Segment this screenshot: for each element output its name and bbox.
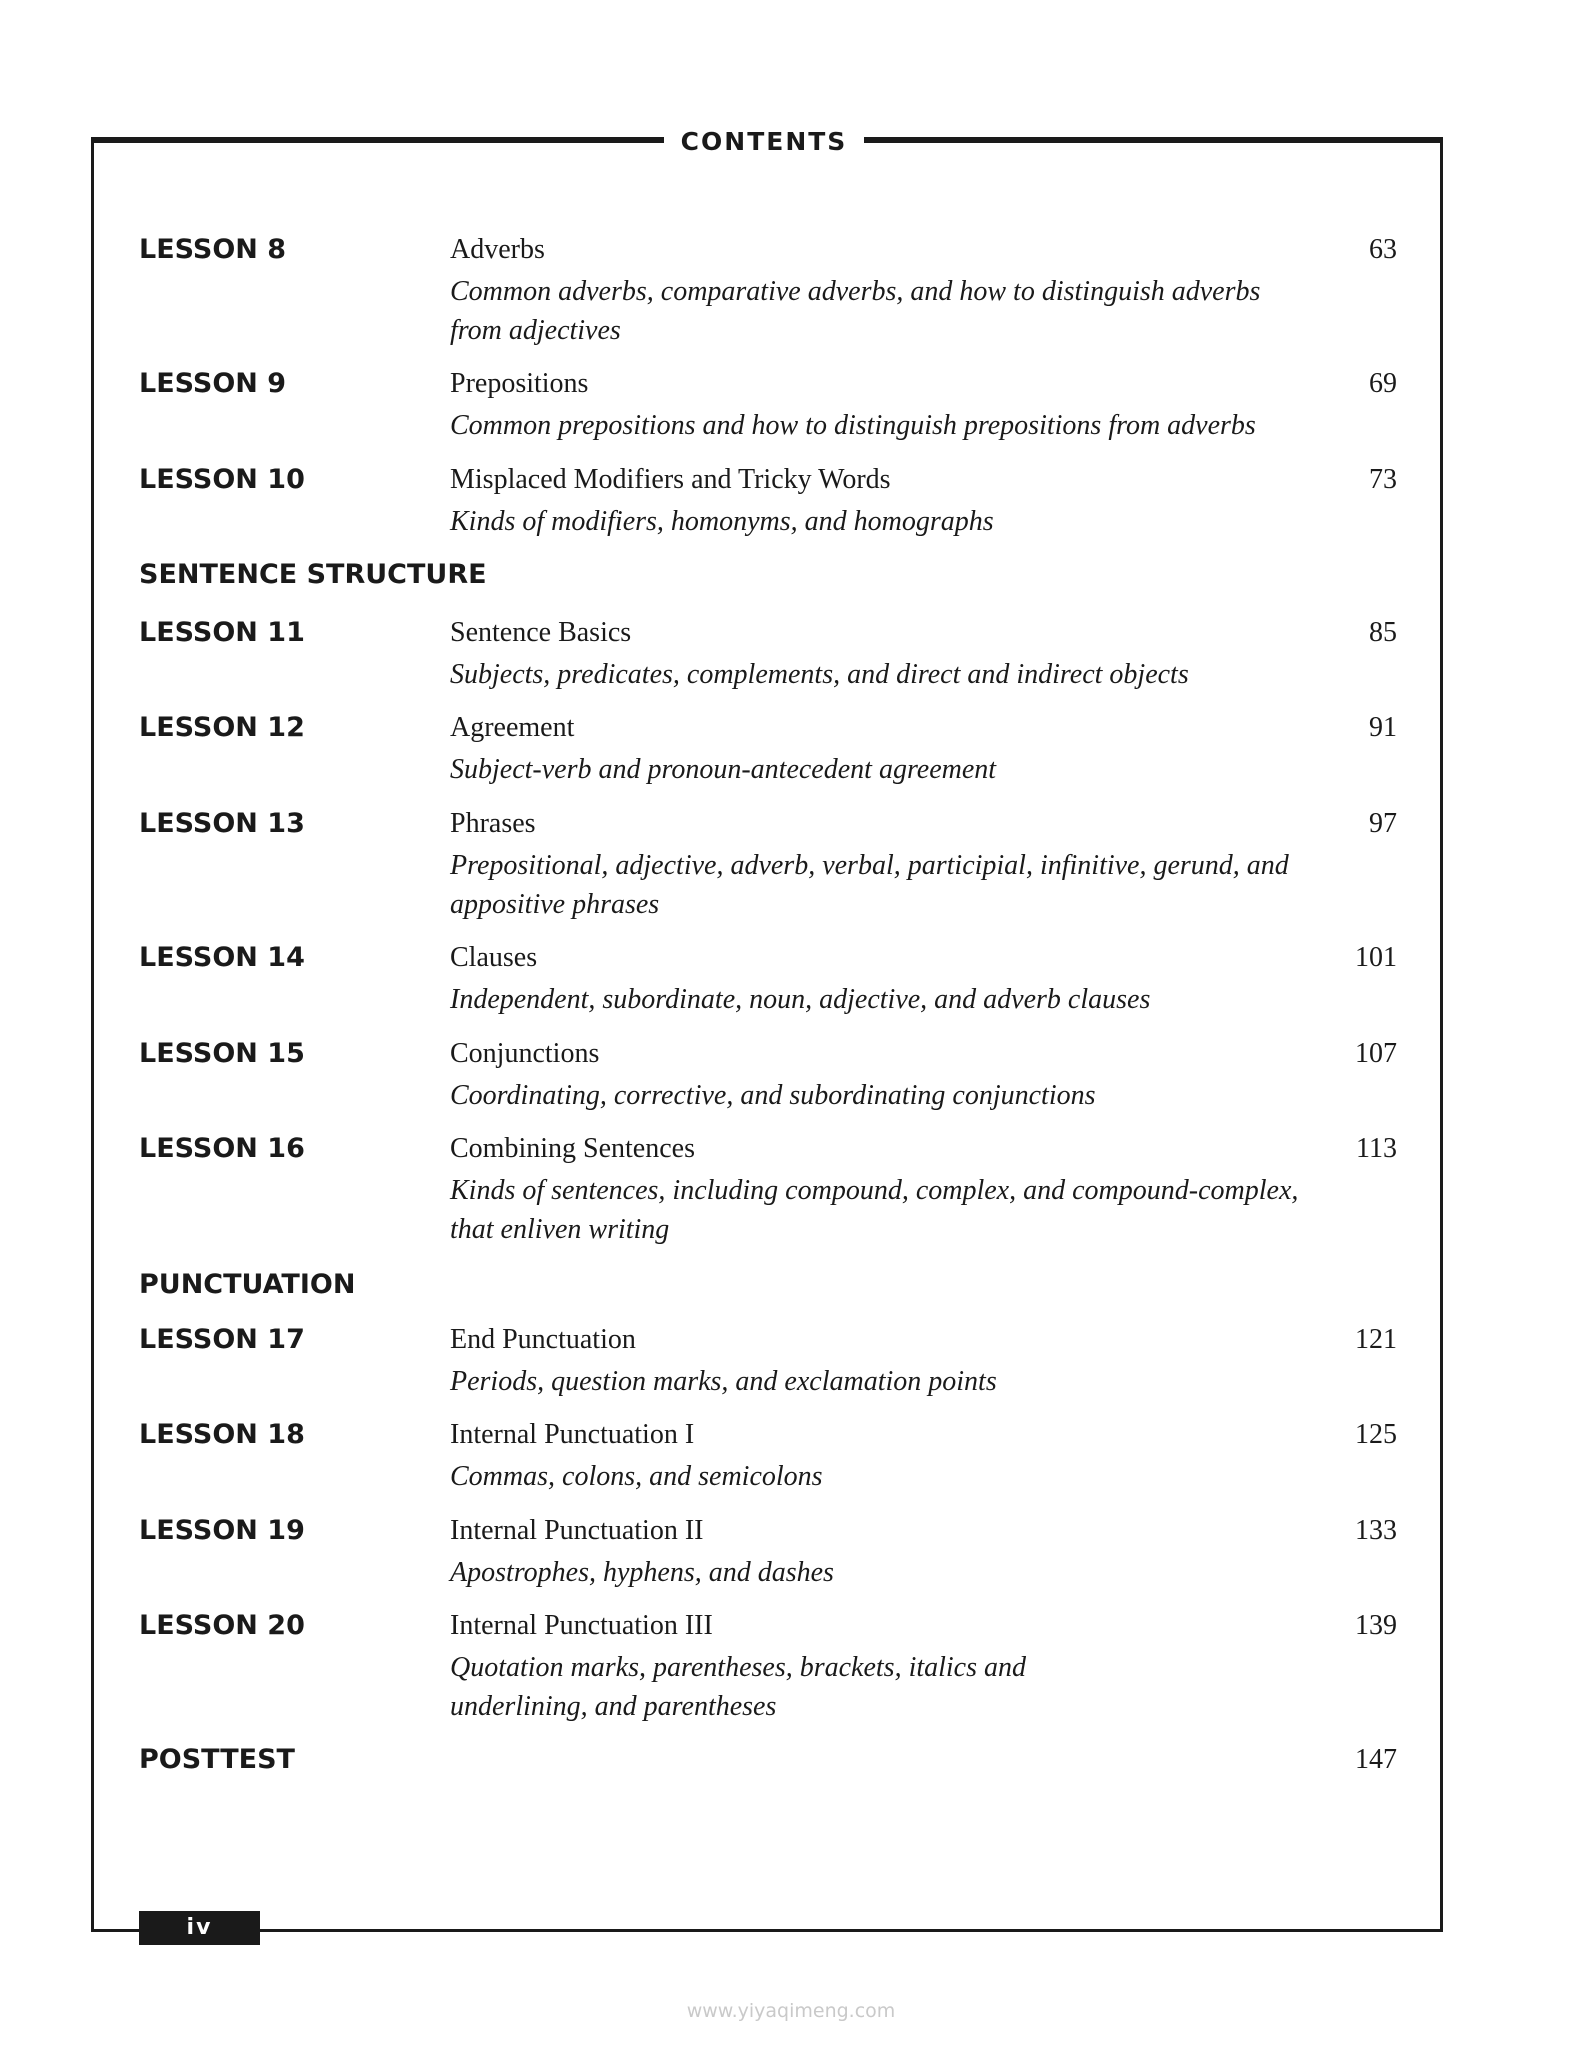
page-number: 85 — [1369, 617, 1397, 648]
watermark: www.yiyaqimeng.com — [686, 2000, 896, 2022]
page-number: 73 — [1369, 464, 1397, 495]
lesson-description: Common adverbs, comparative adverbs, and how to distinguish adverbs from adjectives — [450, 276, 1261, 346]
page-number: 139 — [1355, 1610, 1397, 1641]
lesson-description: Subjects, predicates, complements, and direct and indirect objects — [450, 659, 1189, 690]
page-number: 91 — [1369, 712, 1397, 743]
lesson-label: LESSON 8 — [139, 234, 287, 265]
lesson-description: Apostrophes, hyphens, and dashes — [450, 1557, 834, 1588]
lesson-title: Internal Punctuation II — [450, 1515, 704, 1546]
page-number: 97 — [1369, 808, 1397, 839]
lesson-label: LESSON 15 — [139, 1038, 305, 1069]
lesson-label: LESSON 11 — [139, 617, 305, 648]
page-number: 125 — [1355, 1419, 1397, 1450]
lesson-title: Adverbs — [450, 234, 545, 265]
lesson-description: Kinds of sentences, including compound, complex, and compound-complex, that enliven writing — [450, 1175, 1299, 1245]
lesson-label: LESSON 10 — [139, 464, 305, 495]
page-number: 133 — [1355, 1515, 1397, 1546]
lesson-title: Combining Sentences — [450, 1133, 695, 1164]
page-number: 113 — [1356, 1133, 1397, 1164]
lesson-description: Periods, question marks, and exclamation points — [450, 1366, 997, 1397]
lesson-description: Coordinating, corrective, and subordinating conjunctions — [450, 1080, 1096, 1111]
lesson-label: LESSON 18 — [139, 1419, 305, 1450]
lesson-description: Independent, subordinate, noun, adjective, and adverb clauses — [450, 984, 1151, 1015]
page-number: 101 — [1355, 942, 1397, 973]
page-number: 121 — [1355, 1324, 1397, 1355]
lesson-title: End Punctuation — [450, 1324, 636, 1355]
lesson-label: LESSON 12 — [139, 712, 305, 743]
page-folio: iv — [139, 1911, 260, 1945]
lesson-description: Commas, colons, and semicolons — [450, 1461, 823, 1492]
section-heading-punctuation: PUNCTUATION — [139, 1269, 356, 1300]
page-number: 147 — [1355, 1744, 1397, 1775]
lesson-description: Common prepositions and how to distinguish prepositions from adverbs — [450, 410, 1256, 441]
lesson-title: Internal Punctuation I — [450, 1419, 695, 1450]
lesson-description: Kinds of modifiers, homonyms, and homographs — [450, 506, 994, 537]
section-heading-sentence-structure: SENTENCE STRUCTURE — [139, 559, 487, 590]
lesson-label: LESSON 16 — [139, 1133, 305, 1164]
lesson-title: Misplaced Modifiers and Tricky Words — [450, 464, 891, 495]
lesson-title: Clauses — [450, 942, 538, 973]
lesson-label: LESSON 13 — [139, 808, 305, 839]
page-number: 107 — [1355, 1038, 1397, 1069]
lesson-label: LESSON 14 — [139, 942, 305, 973]
lesson-title: Sentence Basics — [450, 617, 632, 648]
lesson-title: Phrases — [450, 808, 536, 839]
lesson-description: Quotation marks, parentheses, brackets, italics and underlining, and parentheses — [450, 1652, 1027, 1722]
lesson-label: LESSON 19 — [139, 1515, 305, 1546]
lesson-label: LESSON 9 — [139, 368, 287, 399]
page-number: 69 — [1369, 368, 1397, 399]
lesson-description: Prepositional, adjective, adverb, verbal, participial, infinitive, gerund, and appositive phrases — [450, 850, 1289, 920]
page-number: 63 — [1369, 234, 1397, 265]
lesson-title: Agreement — [450, 712, 575, 743]
lesson-label: LESSON 20 — [139, 1610, 305, 1641]
lesson-label: POSTTEST — [139, 1744, 295, 1775]
lesson-label: LESSON 17 — [139, 1324, 305, 1355]
lesson-title: Conjunctions — [450, 1038, 600, 1069]
lesson-description: Subject-verb and pronoun-antecedent agreement — [450, 754, 997, 785]
page-title: CONTENTS — [680, 127, 848, 156]
lesson-title: Internal Punctuation III — [450, 1610, 713, 1641]
lesson-title: Prepositions — [450, 368, 589, 399]
